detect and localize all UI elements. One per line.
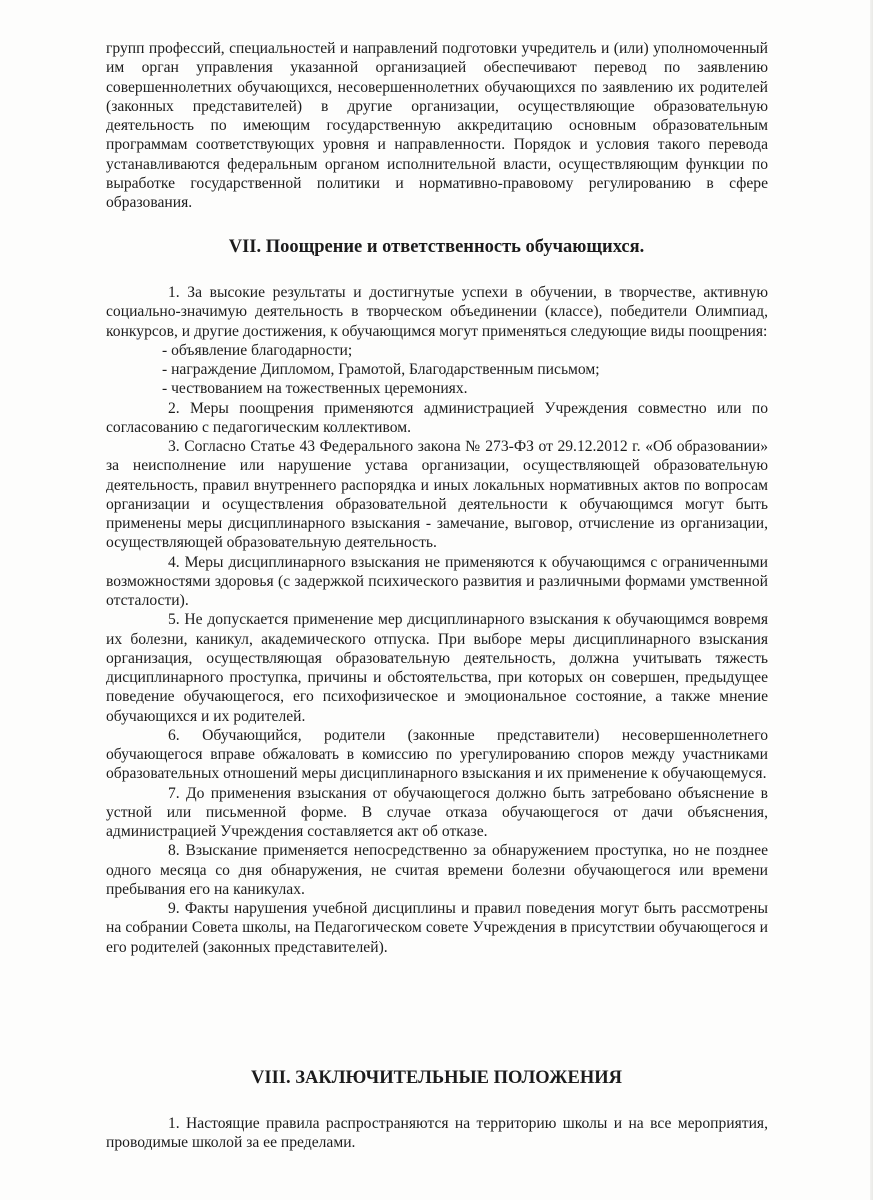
reward-list-item: - объявление благодарности; xyxy=(162,341,353,359)
section-7-title: VII. Поощрение и ответственность обучающихся. xyxy=(228,237,645,257)
reward-list-item: - награждение Дипломом, Грамотой, Благодарственным письмом; xyxy=(162,361,600,378)
section-7-paragraph-5: 5. Не допускается применение мер дисциплинарного взыскания к обучающимся вовремя их болезни, каникул, академического отпуска. При выборе меры дисциплинарного взыскания организация, осуществляющая образовательную деятельность, должна учитывать тяжесть дисциплинарного проступка, причины и обстоятельства, при которых он совершен, предыдущее поведение обучающегося, его психофизическое и эмоциональное состояние, а также мнение обучающихся и их родителей. xyxy=(106,611,768,725)
section-7-body xyxy=(106,283,768,957)
section-8-paragraph-1: 1. Настоящие правила распространяются на территорию школы и на все мероприятия, проводимые школой за ее пределами. xyxy=(106,1115,768,1152)
section-8-body xyxy=(106,1114,768,1153)
section-7-paragraph-9: 9. Факты нарушения учебной дисциплины и правил поведения могут быть рассмотрены на собрании Совета школы, на Педагогическом совете Учреждения в присутствии обучающегося и его родителей (законных представителей). xyxy=(106,900,768,956)
section-7-paragraph-6: 6. Обучающийся, родители (законные представители) несовершеннолетнего обучающегося вправе обжаловать в комиссию по урегулированию споров между участниками образовательных отношений меры дисциплинарного взыскания и их применение к обучающемуся. xyxy=(106,726,768,783)
section-7-paragraph-3: 3. Согласно Статье 43 Федерального закона № 273-ФЗ от 29.12.2012 г. «Об образовании» за неисполнение или нарушение устава организации, осуществляющей образовательную деятельность, правил внутреннего распорядка и иных локальных нормативных актов по вопросам организации и осуществления образовательной деятельности к обучающимся могут быть применены меры дисциплинарного взыскания - замечание, выговор, отчисление из организации, осуществляющей образовательную деятельность. xyxy=(106,438,768,552)
section-7-paragraph-4: 4. Меры дисциплинарного взыскания не применяются к обучающимся с ограниченными возможностями здоровья (с задержкой психического развития и различными формами умственной отсталости). xyxy=(106,553,768,609)
section-7-paragraph-1: 1. За высокие результаты и достигнутые успехи в обучении, в творчестве, активную социально-значимую деятельность в творческом объединении (классе), победители Олимпиад, конкурсов, и другие достижения, к обучающимся могут применяться следующие виды поощрения: xyxy=(106,284,768,340)
section-7-paragraph-7: 7. До применения взыскания от обучающегося должно быть затребовано объяснение в устной или письменной форме. В случае отказа обучающегося от дачи объяснения, администрацией Учреждения составляется акт об отказе. xyxy=(106,784,768,840)
section-8-title: VIII. ЗАКЛЮЧИТЕЛЬНЫЕ ПОЛОЖЕНИЯ xyxy=(251,1068,622,1088)
intro-paragraph: групп профессий, специальностей и направлений подготовки учредитель и (или) уполномоченный им орган управления указанной организацией обеспечивают перевод по заявлению совершеннолетних обучающихся, несовершеннолетних обучающихся по заявлению их родителей (законных представителей) в другие организации, осуществляющие образовательную деятельность по имеющим государственную аккредитацию основным образовательным программам соответствующих уровня и направленности. Порядок и условия такого перевода устанавливаются федеральным органом исполнительной власти, осуществляющим функции по выработке государственной политики и нормативно-правовому регулированию в сфере образования. xyxy=(106,40,768,211)
section-7-paragraph-2: 2. Меры поощрения применяются администрацией Учреждения совместно или по согласованию с педагогическим коллективом. xyxy=(106,399,768,436)
section-7-paragraph-8: 8. Взыскание применяется непосредственно за обнаружением проступка, но не позднее одного месяца со дня обнаружения, не считая времени болезни обучающегося или времени пребывания его на каникулах. xyxy=(106,842,768,898)
reward-list-item: - чествованием на тожественных церемониях. xyxy=(162,380,468,398)
intro-block xyxy=(106,39,768,212)
